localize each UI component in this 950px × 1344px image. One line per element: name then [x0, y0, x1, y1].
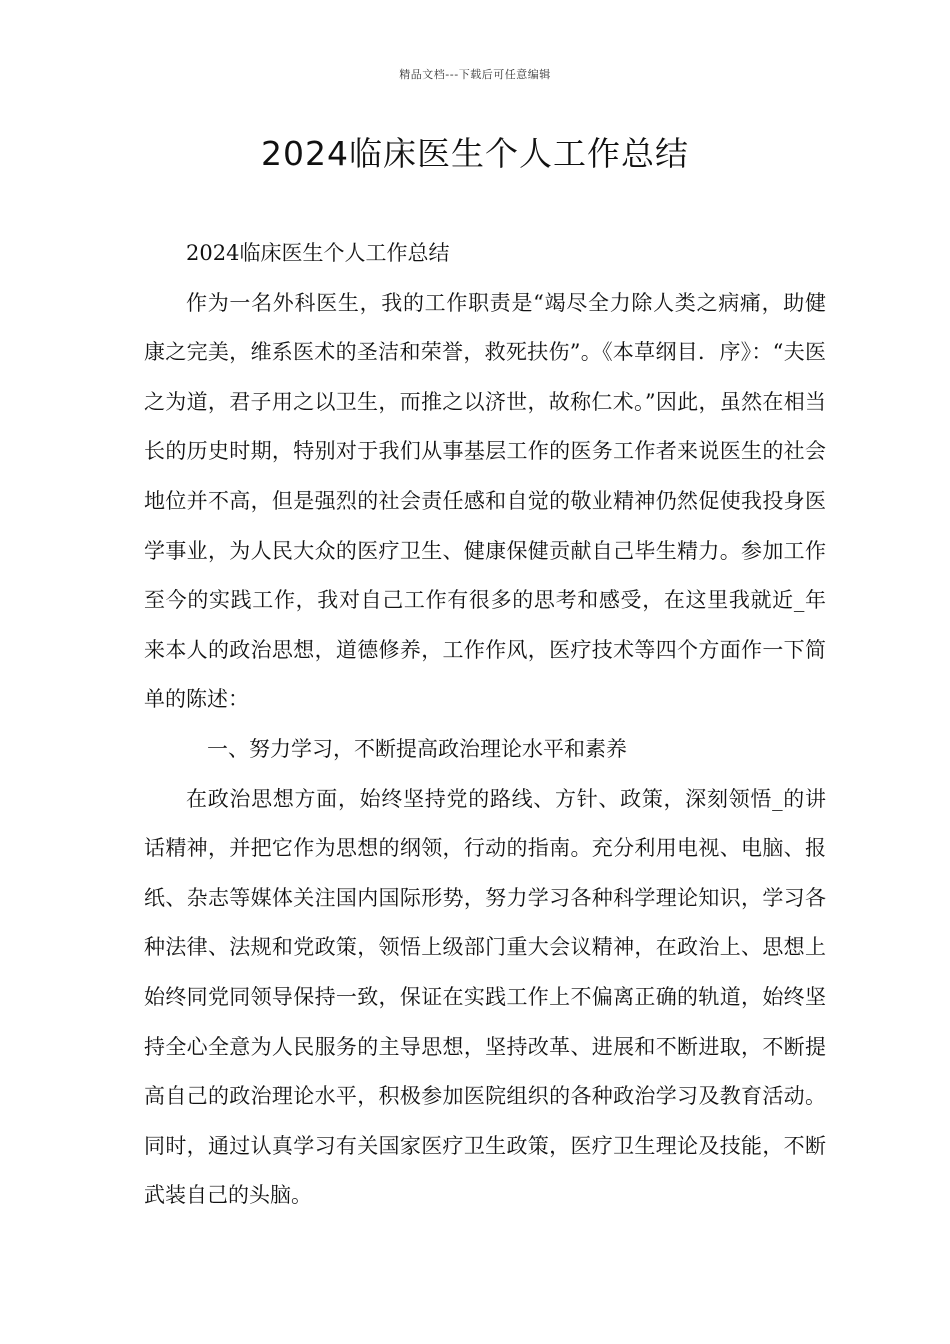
subtitle-paragraph: 2024临床医生个人工作总结: [186, 241, 450, 265]
document-body: [144, 229, 826, 1221]
section-heading: 一、努力学习，不断提高政治理论水平和素养: [207, 736, 627, 761]
document-title: 2024临床医生个人工作总结: [261, 134, 689, 173]
header-note: 精品文档---下载后可任意编辑: [399, 68, 551, 81]
section-paragraph: 在政治思想方面，始终坚持党的路线、方针、政策，深刻领悟_的讲话精神，并把它作为思想的纲领，行动的指南。充分利用电视、电脑、报纸、杂志等媒体关注国内国际形势，努力学习各种科学理论知识，学习各种法律、法规和党政策，领悟上级部门重大会议精神，在政治上、思想上始终同党同领导保持一致，保证在实践工作上不偏离正确的轨道，始终坚持全心全意为人民服务的主导思想，坚持改革、进展和不断进取，不断提高自己的政治理论水平，积极参加医院组织的各种政治学习及教育活动。同时，通过认真学习有关国家医疗卫生政策，医疗卫生理论及技能，不断武装自己的头脑。: [144, 786, 826, 1208]
intro-paragraph: 作为一名外科医生，我的工作职责是“竭尽全力除人类之病痛，助健康之完美，维系医术的圣洁和荣誉，救死扶伤”。《本草纲目．序》：“夫医之为道，君子用之以卫生，而推之以济世，故称仁术。”因此，虽然在相当长的历史时期，特别对于我们从事基层工作的医务工作者来说医生的社会地位并不高，但是强烈的社会责任感和自觉的敬业精神仍然促使我投身医学事业，为人民大众的医疗卫生、健康保健贡献自己毕生精力。参加工作至今的实践工作，我对自己工作有很多的思考和感受，在这里我就近_年来本人的政治思想，道德修养，工作作风，医疗技术等四个方面作一下简单的陈述：: [144, 290, 826, 712]
